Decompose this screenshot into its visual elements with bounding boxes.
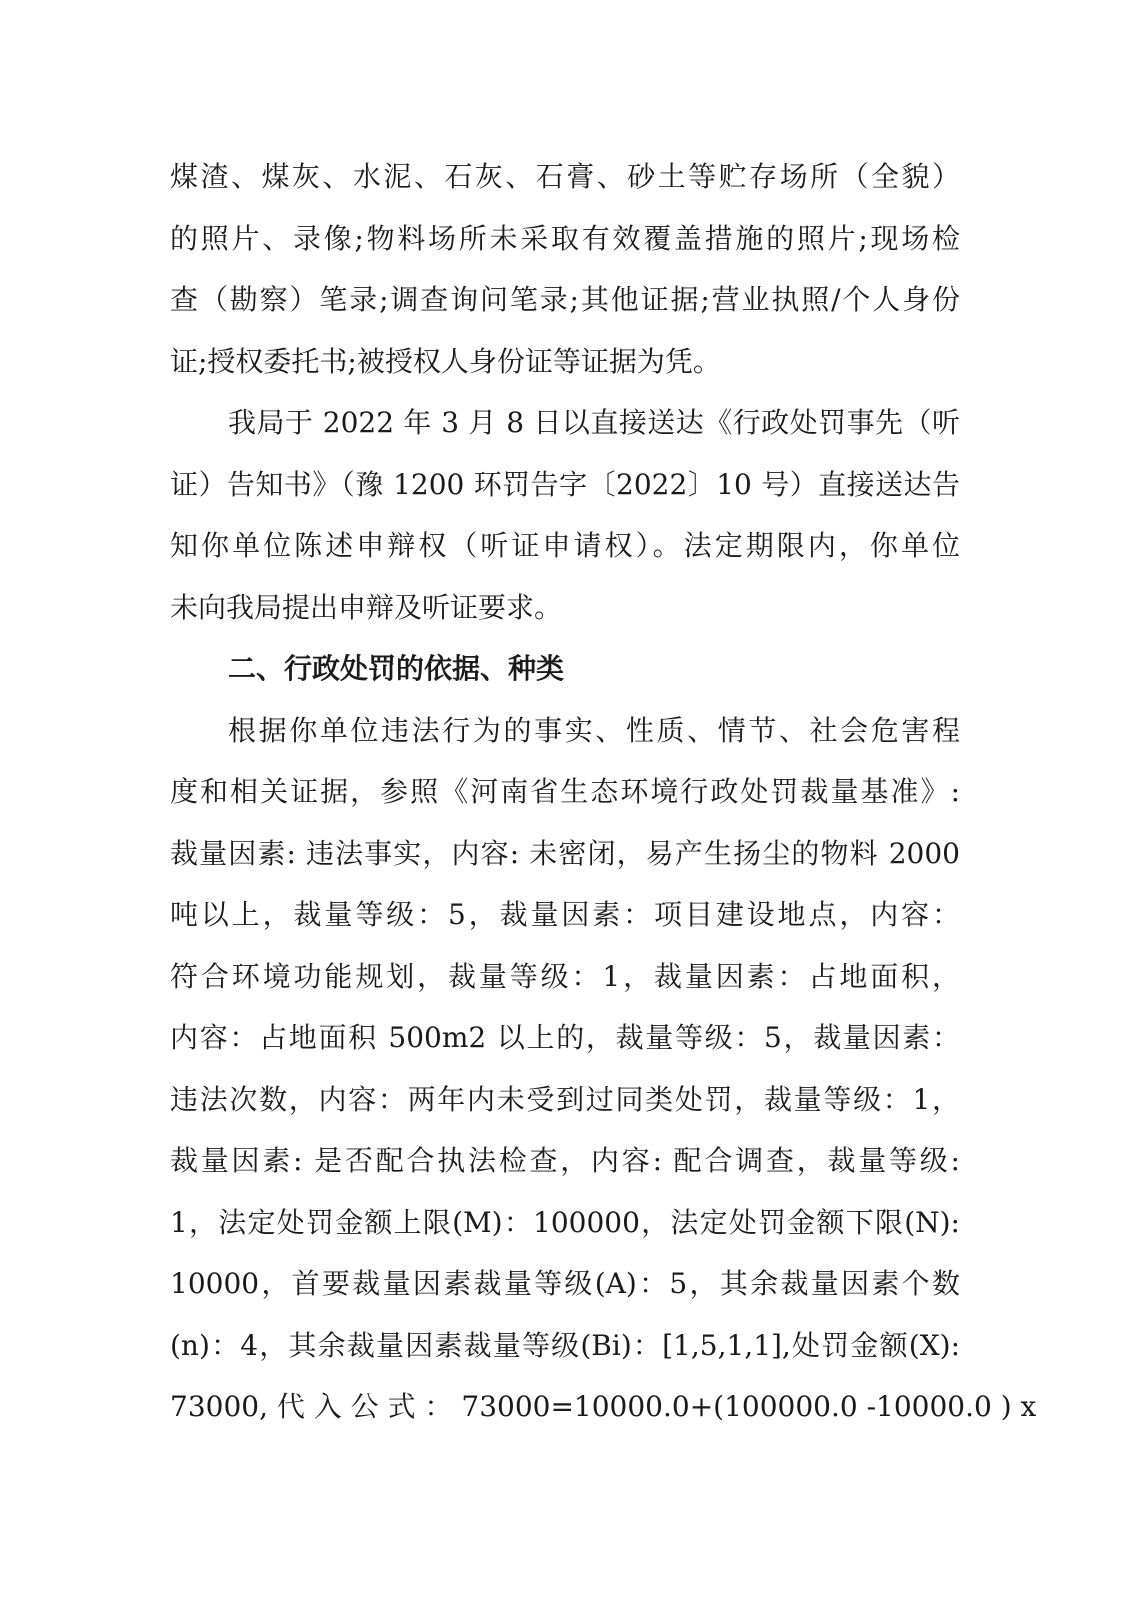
text-line: 根据你单位违法行为的事实、性质、情节、社会危害程 bbox=[228, 713, 960, 747]
text-line: 1，法定处罚金额上限(M)：100000，法定处罚金额下限(N): bbox=[170, 1205, 960, 1239]
text-line: 我局于 2022 年 3 月 8 日以直接送达《行政处罚事先（听 bbox=[228, 406, 960, 439]
text-line: 知你单位陈述申辩权（听证申请权）。法定期限内，你单位 bbox=[170, 529, 960, 562]
text-line: 查（勘察）笔录;调查询问笔录;其他证据;营业执照/个人身份 bbox=[170, 283, 960, 316]
text-line: 73000, 代 入 公 式 ： 73000=10000.0+(100000.0 -10000.0 ) x bbox=[170, 1390, 1037, 1423]
text-line: 裁量因素: 违法事实，内容: 未密闭，易产生扬尘的物料 2000 bbox=[170, 836, 960, 870]
text-line: 裁量因素: 是否配合执法检查，内容: 配合调查，裁量等级: bbox=[170, 1144, 960, 1177]
text-line: 内容：占地面积 500m2 以上的，裁量等级：5，裁量因素： bbox=[170, 1021, 960, 1054]
document-body bbox=[170, 146, 1037, 1438]
text-line: 10000，首要裁量因素裁量等级(A)：5，其余裁量因素个数 bbox=[170, 1267, 960, 1300]
section-heading: 二、行政处罚的依据、种类 bbox=[228, 652, 565, 685]
text-line: 证）告知书》（豫 1200 环罚告字〔2022〕10 号）直接送达告 bbox=[170, 467, 960, 501]
text-line: 未向我局提出申辩及听证要求。 bbox=[170, 590, 563, 624]
text-line: 度和相关证据，参照《河南省生态环境行政处罚裁量基准》: bbox=[170, 775, 960, 808]
text-line: 吨以上，裁量等级：5，裁量因素：项目建设地点，内容： bbox=[170, 898, 960, 931]
text-line: 煤渣、煤灰、水泥、石灰、石膏、砂土等贮存场所（全貌） bbox=[170, 160, 960, 193]
text-line: 的照片、录像;物料场所未采取有效覆盖措施的照片;现场检 bbox=[170, 221, 960, 255]
text-line: 符合环境功能规划，裁量等级：1，裁量因素：占地面积， bbox=[170, 959, 960, 993]
text-line: 证;授权委托书;被授权人身份证等证据为凭。 bbox=[170, 344, 721, 378]
text-line: (n)：4，其余裁量因素裁量等级(Bi)：[1,5,1,1],处罚金额(X): bbox=[170, 1328, 960, 1362]
text-line: 违法次数，内容：两年内未受到过同类处罚，裁量等级：1， bbox=[170, 1082, 960, 1116]
